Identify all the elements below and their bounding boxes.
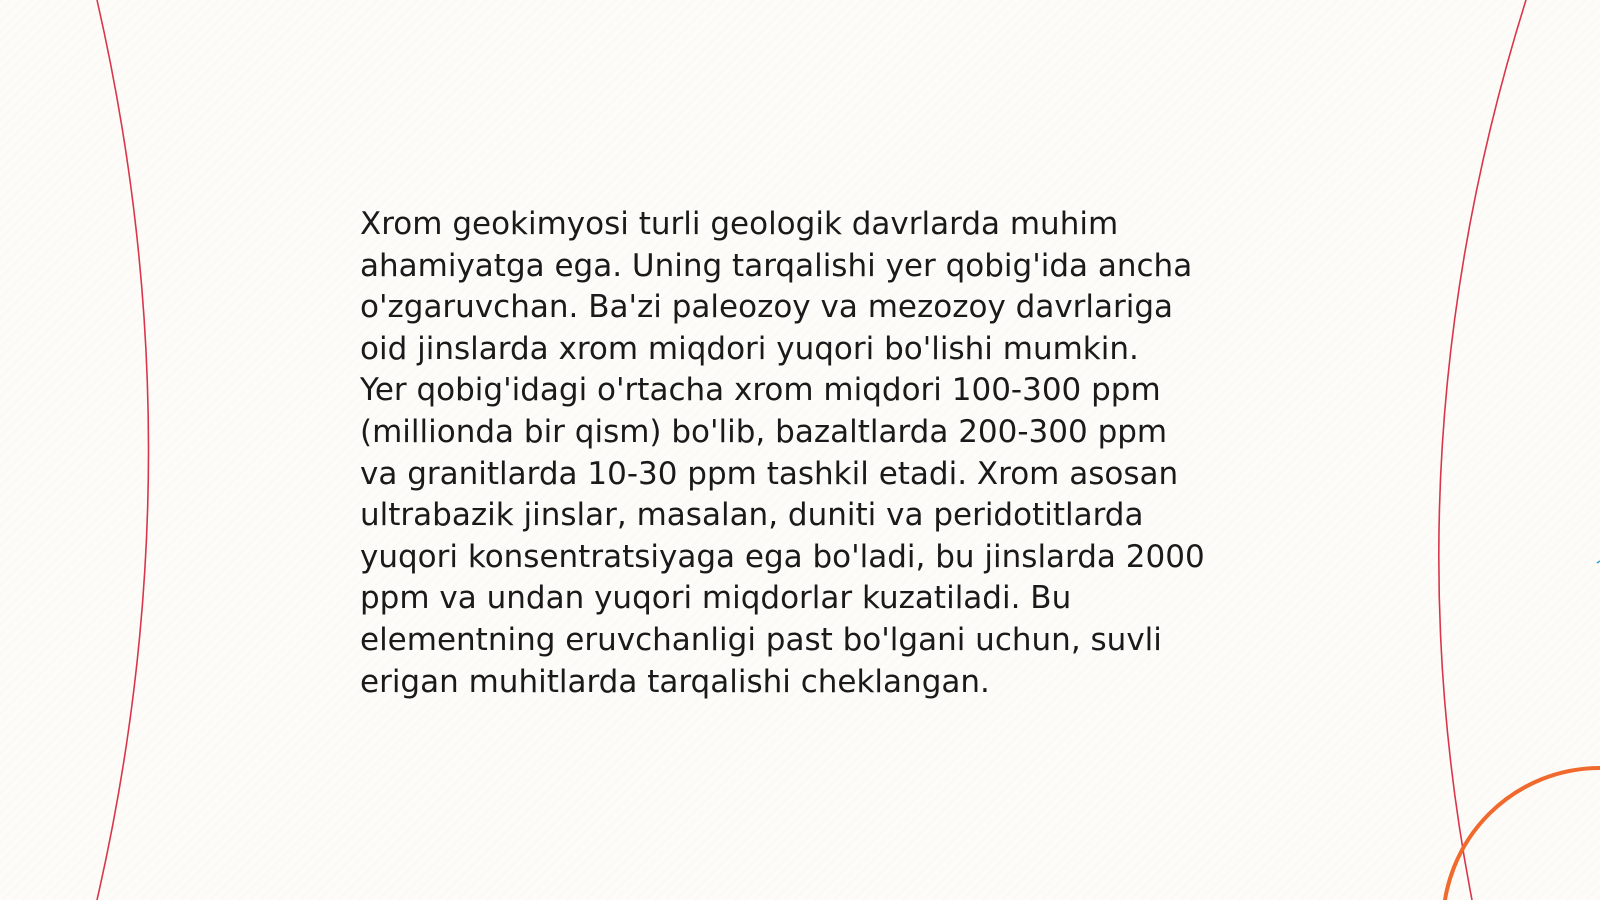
right-curve-decoration bbox=[1439, 0, 1526, 900]
left-curve-decoration bbox=[97, 0, 149, 900]
paragraph-line: elementning eruvchanligi past bo'lgani uchun, suvli bbox=[360, 621, 1162, 658]
paragraph-line: ultrabazik jinslar, masalan, duniti va peridotitlarda bbox=[360, 497, 1144, 534]
paragraph-line: ahamiyatga ega. Uning tarqalishi yer qobig'ida ancha bbox=[360, 247, 1193, 284]
paragraph-line: (millionda bir qism) bo'lib, bazaltlarda 200-300 ppm bbox=[360, 413, 1168, 450]
paragraph-line: Yer qobig'idagi o'rtacha xrom miqdori 100-300 ppm bbox=[360, 372, 1161, 409]
corner-circle-decoration bbox=[1443, 768, 1600, 900]
body-paragraph bbox=[360, 204, 1260, 703]
paragraph-line: erigan muhitlarda tarqalishi cheklangan. bbox=[360, 663, 990, 700]
paragraph-line: ppm va undan yuqori miqdorlar kuzatiladi. Bu bbox=[360, 580, 1072, 617]
paragraph-line: oid jinslarda xrom miqdori yuqori bo'lishi mumkin. bbox=[360, 330, 1139, 367]
paragraph-line: yuqori konsentratsiyaga ega bo'ladi, bu jinslarda 2000 bbox=[360, 538, 1205, 575]
paragraph-line: va granitlarda 10-30 ppm tashkil etadi. Xrom asosan bbox=[360, 455, 1179, 492]
paragraph-line: Xrom geokimyosi turli geologik davrlarda muhim bbox=[360, 206, 1119, 242]
paragraph-line: o'zgaruvchan. Ba'zi paleozoy va mezozoy davrlariga bbox=[360, 289, 1174, 326]
